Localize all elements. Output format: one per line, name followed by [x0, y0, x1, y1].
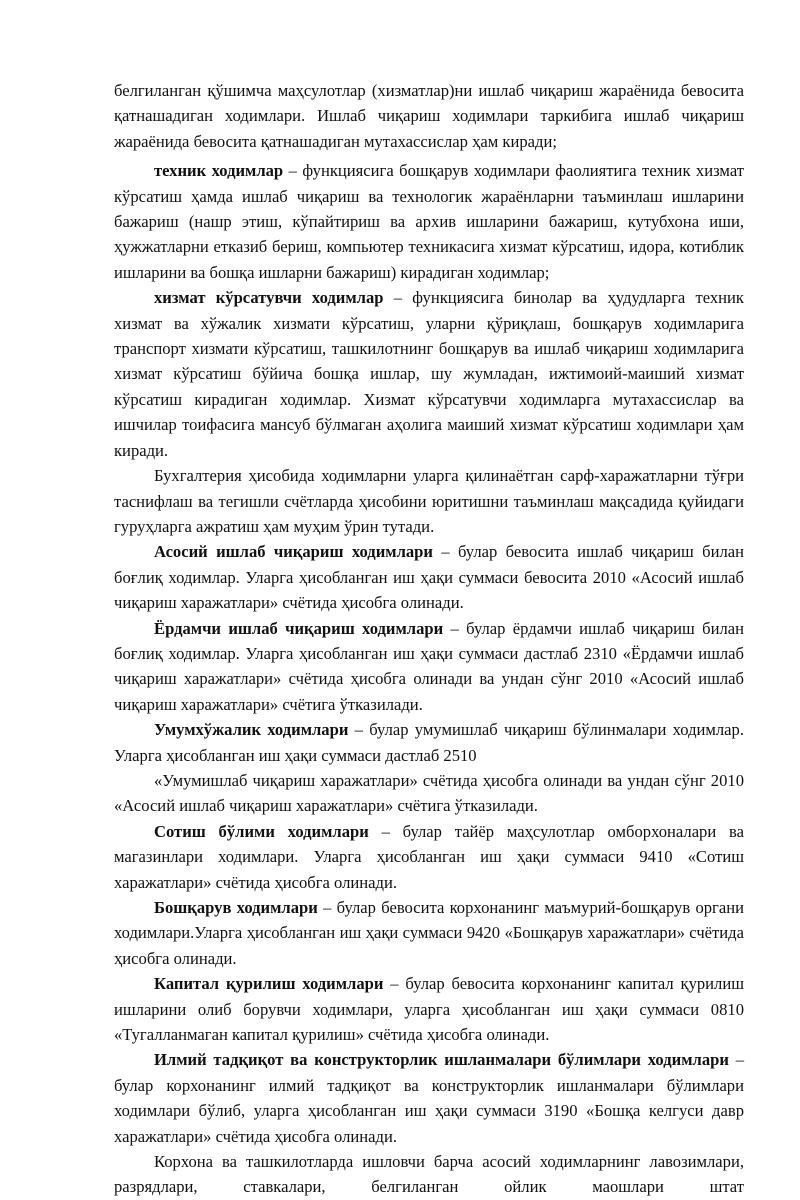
paragraph-7-text: «Умумишлаб чиқариш харажатлари» счётида ҳисобга олинади ва ундан сўнг 2010 «Асосий ишлаб чиқариш харажатлари» счётига ўтказилади. [114, 770, 744, 816]
paragraph-1 [114, 158, 744, 285]
paragraph-8-text: – булар тайёр маҳсулотлар омборхоналари ва магазинлари ходимлари. Уларга ҳисобланган иш ҳақи суммаси 9410 «Сотиш харажатлари» счётида ҳисобга олинади. [114, 821, 744, 892]
paragraph-2-text: – функциясига бинолар ва ҳудудларга техник хизмат ва хўжалик хизмати кўрсатиш, уларни қўриқлаш, бошқарув ходимларига транспорт хизмати кўрсатиш, ташкилотнинг бошқарув ва ишлаб чиқариш ходимларига хизмат кўрсатиш бўйича бошқа ишлар, шу жумладан, ижтимоий-маиший хизмат кўрсатиш кирадиган ходимлар. Хизмат кўрсатувчи ходимларга мутахассислар ва ишчилар тоифасига мансуб бўлмаган аҳолига маиший хизмат кўрсатиш ходимлари ҳам киради. [114, 288, 744, 460]
paragraph-0 [114, 78, 744, 154]
paragraph-9 [114, 895, 744, 971]
paragraph-2 [114, 285, 744, 463]
paragraph-10 [114, 971, 744, 1047]
paragraph-9-text: – булар бевосита корхонанинг маъмурий-бошқарув органи ходимлари.Уларга ҳисобланган иш ҳақи суммаси 9420 «Бошқарув харажатлари» счётида ҳисобга олинади. [114, 898, 744, 968]
paragraph-4-text: – булар бевосита ишлаб чиқариш билан боғлиқ ходимлар. Уларга ҳисобланган иш ҳақи суммаси бевосита 2010 «Асосий ишлаб чиқариш харажатлари» счётида ҳисобга олинади. [114, 542, 744, 613]
paragraph-7 [114, 768, 744, 819]
paragraph-10-bold: Капитал қурилиш ходимлари [154, 974, 384, 994]
paragraph-1-bold: техник ходимлар [154, 161, 284, 181]
paragraph-4-bold: Асосий ишлаб чиқариш ходимлари [154, 542, 433, 562]
paragraph-12 [114, 1149, 744, 1200]
paragraph-1-text: – функциясига бошқарув ходимлари фаолиятига техник хизмат кўрсатиш ҳамда ишлаб чиқариш ва технологик жараёнларни таъминлаш ишларини бажариш (нашр этиш, кўпайтириш ва архив ишларини бажариш, кутубхона иши, ҳужжатларни етказиб бериш, компьютер техникасига хизмат кўрсатиш, идора, котиблик ишларини ва бошқа ишларни бажариш) кирадиган ходимлар; [114, 161, 745, 282]
document-page [114, 78, 744, 1200]
paragraph-8 [114, 819, 744, 895]
paragraph-11 [114, 1047, 744, 1149]
paragraph-5 [114, 616, 744, 718]
paragraph-11-text: – булар корхонанинг илмий тадқиқот ва конструкторлик ишланмалари бўлимлари ходимлари бўлиб, уларга ҳисобланган иш ҳақи суммаси 3190 «Бошқа келгуси давр харажатлари» счётида ҳисобга олинади. [114, 1050, 744, 1146]
paragraph-8-bold: Сотиш бўлими ходимлари [154, 821, 369, 841]
paragraph-11-bold: Илмий тадқиқот ва конструкторлик ишланмалари бўлимлари ходимлари [154, 1050, 729, 1070]
paragraph-9-bold: Бошқарув ходимлари [154, 898, 318, 917]
paragraph-6-bold: Умумхўжалик ходимлари [154, 720, 349, 740]
paragraph-2-bold: хизмат кўрсатувчи ходимлар [154, 288, 384, 308]
paragraph-0-text: белгиланган қўшимча маҳсулотлар (хизматлар)ни ишлаб чиқариш жараёнида бевосита қатнашадиган ходимлари. Ишлаб чиқариш ходимлари таркибига ишлаб чиқариш жараёнида бевосита қатнашадиган мутахассислар ҳам киради; [114, 81, 744, 151]
paragraph-5-text: – булар ёрдамчи ишлаб чиқариш билан боғлиқ ходимлар. Уларга ҳисобланган иш ҳақи суммаси дастлаб 2310 «Ёрдамчи ишлаб чиқариш харажатлари» счётида ҳисобга олинади ва ундан сўнг 2010 «Асосий ишлаб чиқариш харажатлари» счётига ўтказилади. [114, 618, 744, 714]
paragraph-6 [114, 717, 744, 768]
paragraph-10-text: – булар бевосита корхонанинг капитал қурилиш ишларини олиб борувчи ходимлари, уларга ҳисобланган иш ҳақи суммаси 0810 «Тугалланмаган капитал қурилиш» счётида ҳисобга олинади. [114, 974, 744, 1045]
paragraph-12-text: Корхона ва ташкилотларда ишловчи барча асосий ходимларнинг лавозимлари, разрядлари, ставкалари, белгиланган ойлик маошлари штат [114, 1152, 744, 1197]
paragraph-6-text: – булар умумишлаб чиқариш бўлинмалари ходимлар. Уларга ҳисобланган иш ҳақи суммаси дастлаб 2510 [114, 720, 744, 765]
paragraph-3-text: Бухгалтерия ҳисобида ходимларни уларга қилинаётган сарф-харажатларни тўғри таснифлаш ва тегишли счётларда ҳисобини юритишни таъминлаш мақсадида қуйидаги гуруҳларга ажратиш ҳам муҳим ўрин тутади. [114, 466, 744, 536]
paragraph-3 [114, 463, 744, 539]
paragraph-5-bold: Ёрдамчи ишлаб чиқариш ходимлари [154, 618, 444, 638]
paragraph-4 [114, 539, 744, 615]
